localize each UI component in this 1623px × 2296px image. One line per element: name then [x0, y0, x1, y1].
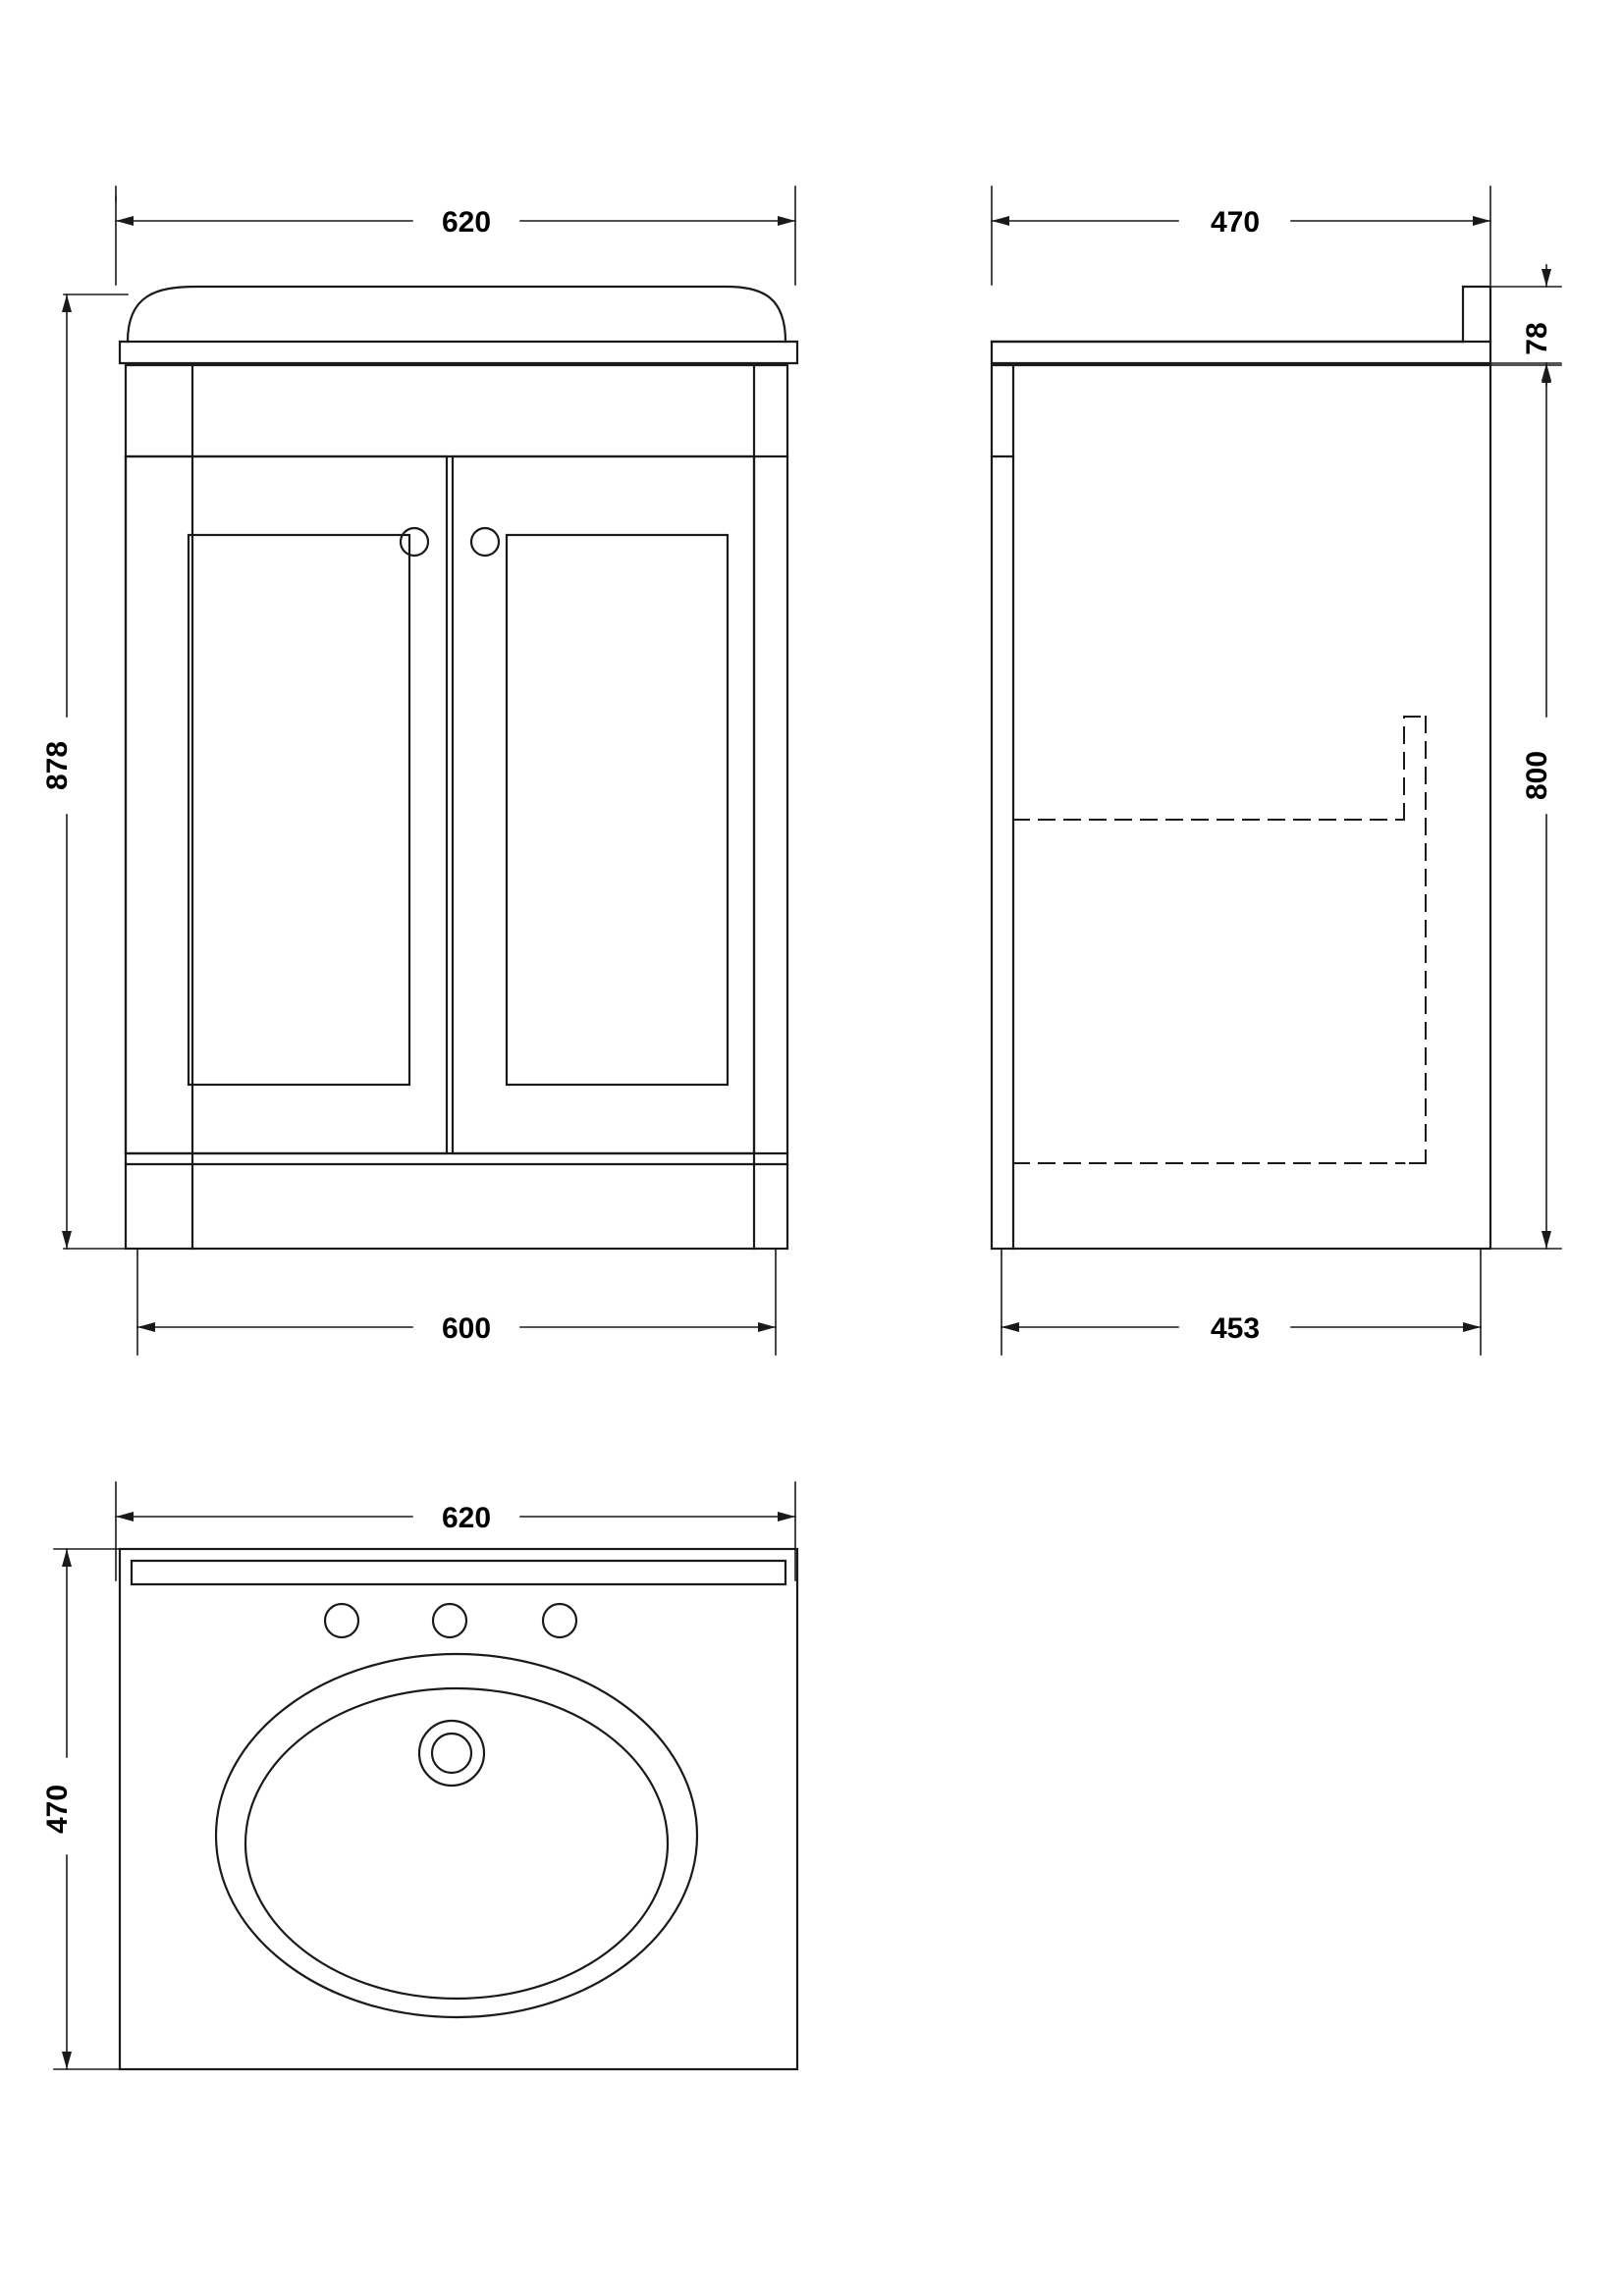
dim-side-top-depth: 470 [1210, 206, 1261, 239]
dim-side-height: 800 [1521, 750, 1553, 801]
tap-hole-right [543, 1604, 576, 1637]
side-view-group [992, 187, 1561, 1355]
door-knob-left [401, 528, 428, 556]
front-view-group [62, 187, 797, 1355]
waste-hole-inner [432, 1734, 471, 1773]
dim-side-bottom-depth: 453 [1210, 1312, 1261, 1345]
dim-plan-depth: 470 [41, 1784, 74, 1835]
waste-hole-outer [419, 1721, 484, 1786]
tap-hole-centre [433, 1604, 466, 1637]
dim-front-bottom-width: 600 [441, 1312, 492, 1345]
door-knob-right [471, 528, 499, 556]
dim-front-height: 878 [41, 740, 74, 791]
plan-view-group [54, 1482, 797, 2069]
basin-bowl-outer [216, 1654, 697, 2017]
dim-front-top-width: 620 [441, 206, 492, 239]
dim-side-top-offset: 78 [1521, 322, 1553, 355]
tap-hole-left [325, 1604, 358, 1637]
dim-plan-width: 620 [441, 1502, 492, 1534]
